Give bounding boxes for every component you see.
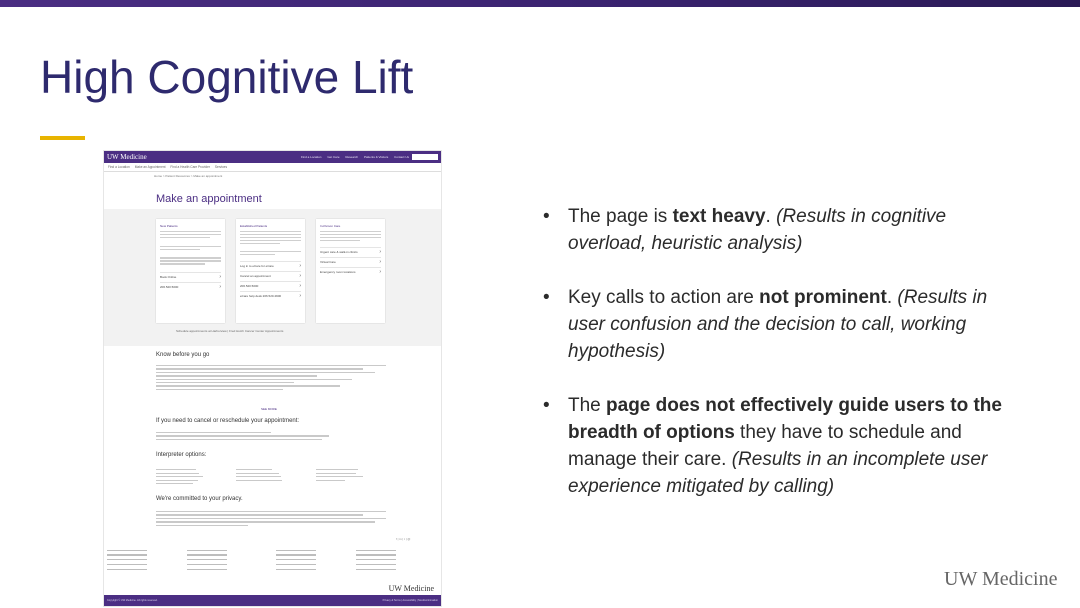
know-before-text [156,363,386,392]
cancel-text [156,430,386,442]
bullet-icon: • [543,395,550,416]
interpreter-heading: Interpreter options: [156,452,207,458]
card-heading: In-Person Care [320,224,341,228]
card-heading: New Patients [160,224,178,228]
top-accent-bar [0,0,1080,7]
privacy-heading: We're committed to your privacy. [156,496,243,502]
site-logo[interactable]: UW Medicine [107,153,147,161]
site-search-input[interactable] [412,154,438,160]
site-top-nav [296,155,409,159]
see-more-link[interactable]: SEE MORE [261,407,277,411]
urgent-care-link[interactable]: Urgent care & walk-in clinics › [320,247,381,257]
page-title: Make an appointment [156,193,262,205]
new-patients-card [156,219,225,323]
cancel-heading: If you need to cancel or reschedule your appointment: [156,418,300,424]
book-online-link[interactable]: Book Online › [160,272,221,282]
established-patients-card [236,219,305,323]
site-bottom-bar [104,595,441,606]
website-screenshot [104,151,441,606]
site-footer-links [104,546,441,586]
bullet-icon: • [543,206,550,227]
copyright-text: Copyright © UW Medicine. All rights reserved. [107,598,158,602]
alternate-scheduling-links[interactable]: Schedule appointments at Harborview | Fred Hutch Cancer Center Appointments [176,329,284,333]
title-underline-accent [40,136,85,140]
ecare-help-link[interactable]: eCare help desk 206.520.4900 › [240,291,301,301]
top-nav-item[interactable]: Contact Us [394,154,409,159]
privacy-text [156,509,386,528]
in-person-care-card [316,219,385,323]
sub-nav-item[interactable]: Services [214,165,228,169]
findings-list [540,203,1015,527]
top-nav-item[interactable]: Patients & Visitors [364,154,389,159]
footer-logo: UW Medicine [388,584,434,593]
slide-title: High Cognitive Lift [40,51,414,103]
brand-logo: UW Medicine [944,568,1058,590]
virtual-care-link[interactable]: Virtual Care › [320,257,381,267]
share-icons[interactable]: f | in | t | @ [396,537,411,541]
top-nav-item[interactable]: Get Care [327,154,340,159]
emergency-room-link[interactable]: Emergency room locations › [320,267,381,277]
bullet-icon: • [543,287,550,308]
sub-nav-item[interactable]: Find a Health Care Provider [170,165,210,169]
finding-item: • Key calls to action are not prominent. (Results in user confusion and the decision to call, working hypothesis) [540,284,1015,365]
phone-link[interactable]: 206.520.5000 › [160,282,221,292]
site-header [104,151,441,163]
finding-item: • The page does not effectively guide users to the breadth of options they have to schedule and manage their care. (Results in an incomplete user experience mitigated by calling) [540,392,1015,500]
know-before-heading: Know before you go [156,352,210,358]
phone-link[interactable]: 206.520.5000 › [240,281,301,291]
top-nav-item[interactable]: Research [345,154,359,159]
cancel-appointment-link[interactable]: Cancel an appointment › [240,271,301,281]
sub-nav-item[interactable]: Make an Appointment [134,165,166,169]
breadcrumb[interactable]: Home > Patient Resources > Make an appointment [154,174,223,178]
legal-links[interactable]: Privacy & Terms | Accessibility | Nondiscrimination [382,598,438,602]
finding-item: • The page is text heavy. (Results in cognitive overload, heuristic analysis) [540,203,1015,257]
ecare-login-link[interactable]: Log in to eCare for eCare › [240,261,301,271]
card-heading: Established Patients [240,224,268,228]
site-sub-nav [104,163,441,172]
sub-nav-item[interactable]: Find a Location [108,165,130,169]
top-nav-item[interactable]: Find a Location [300,154,322,159]
